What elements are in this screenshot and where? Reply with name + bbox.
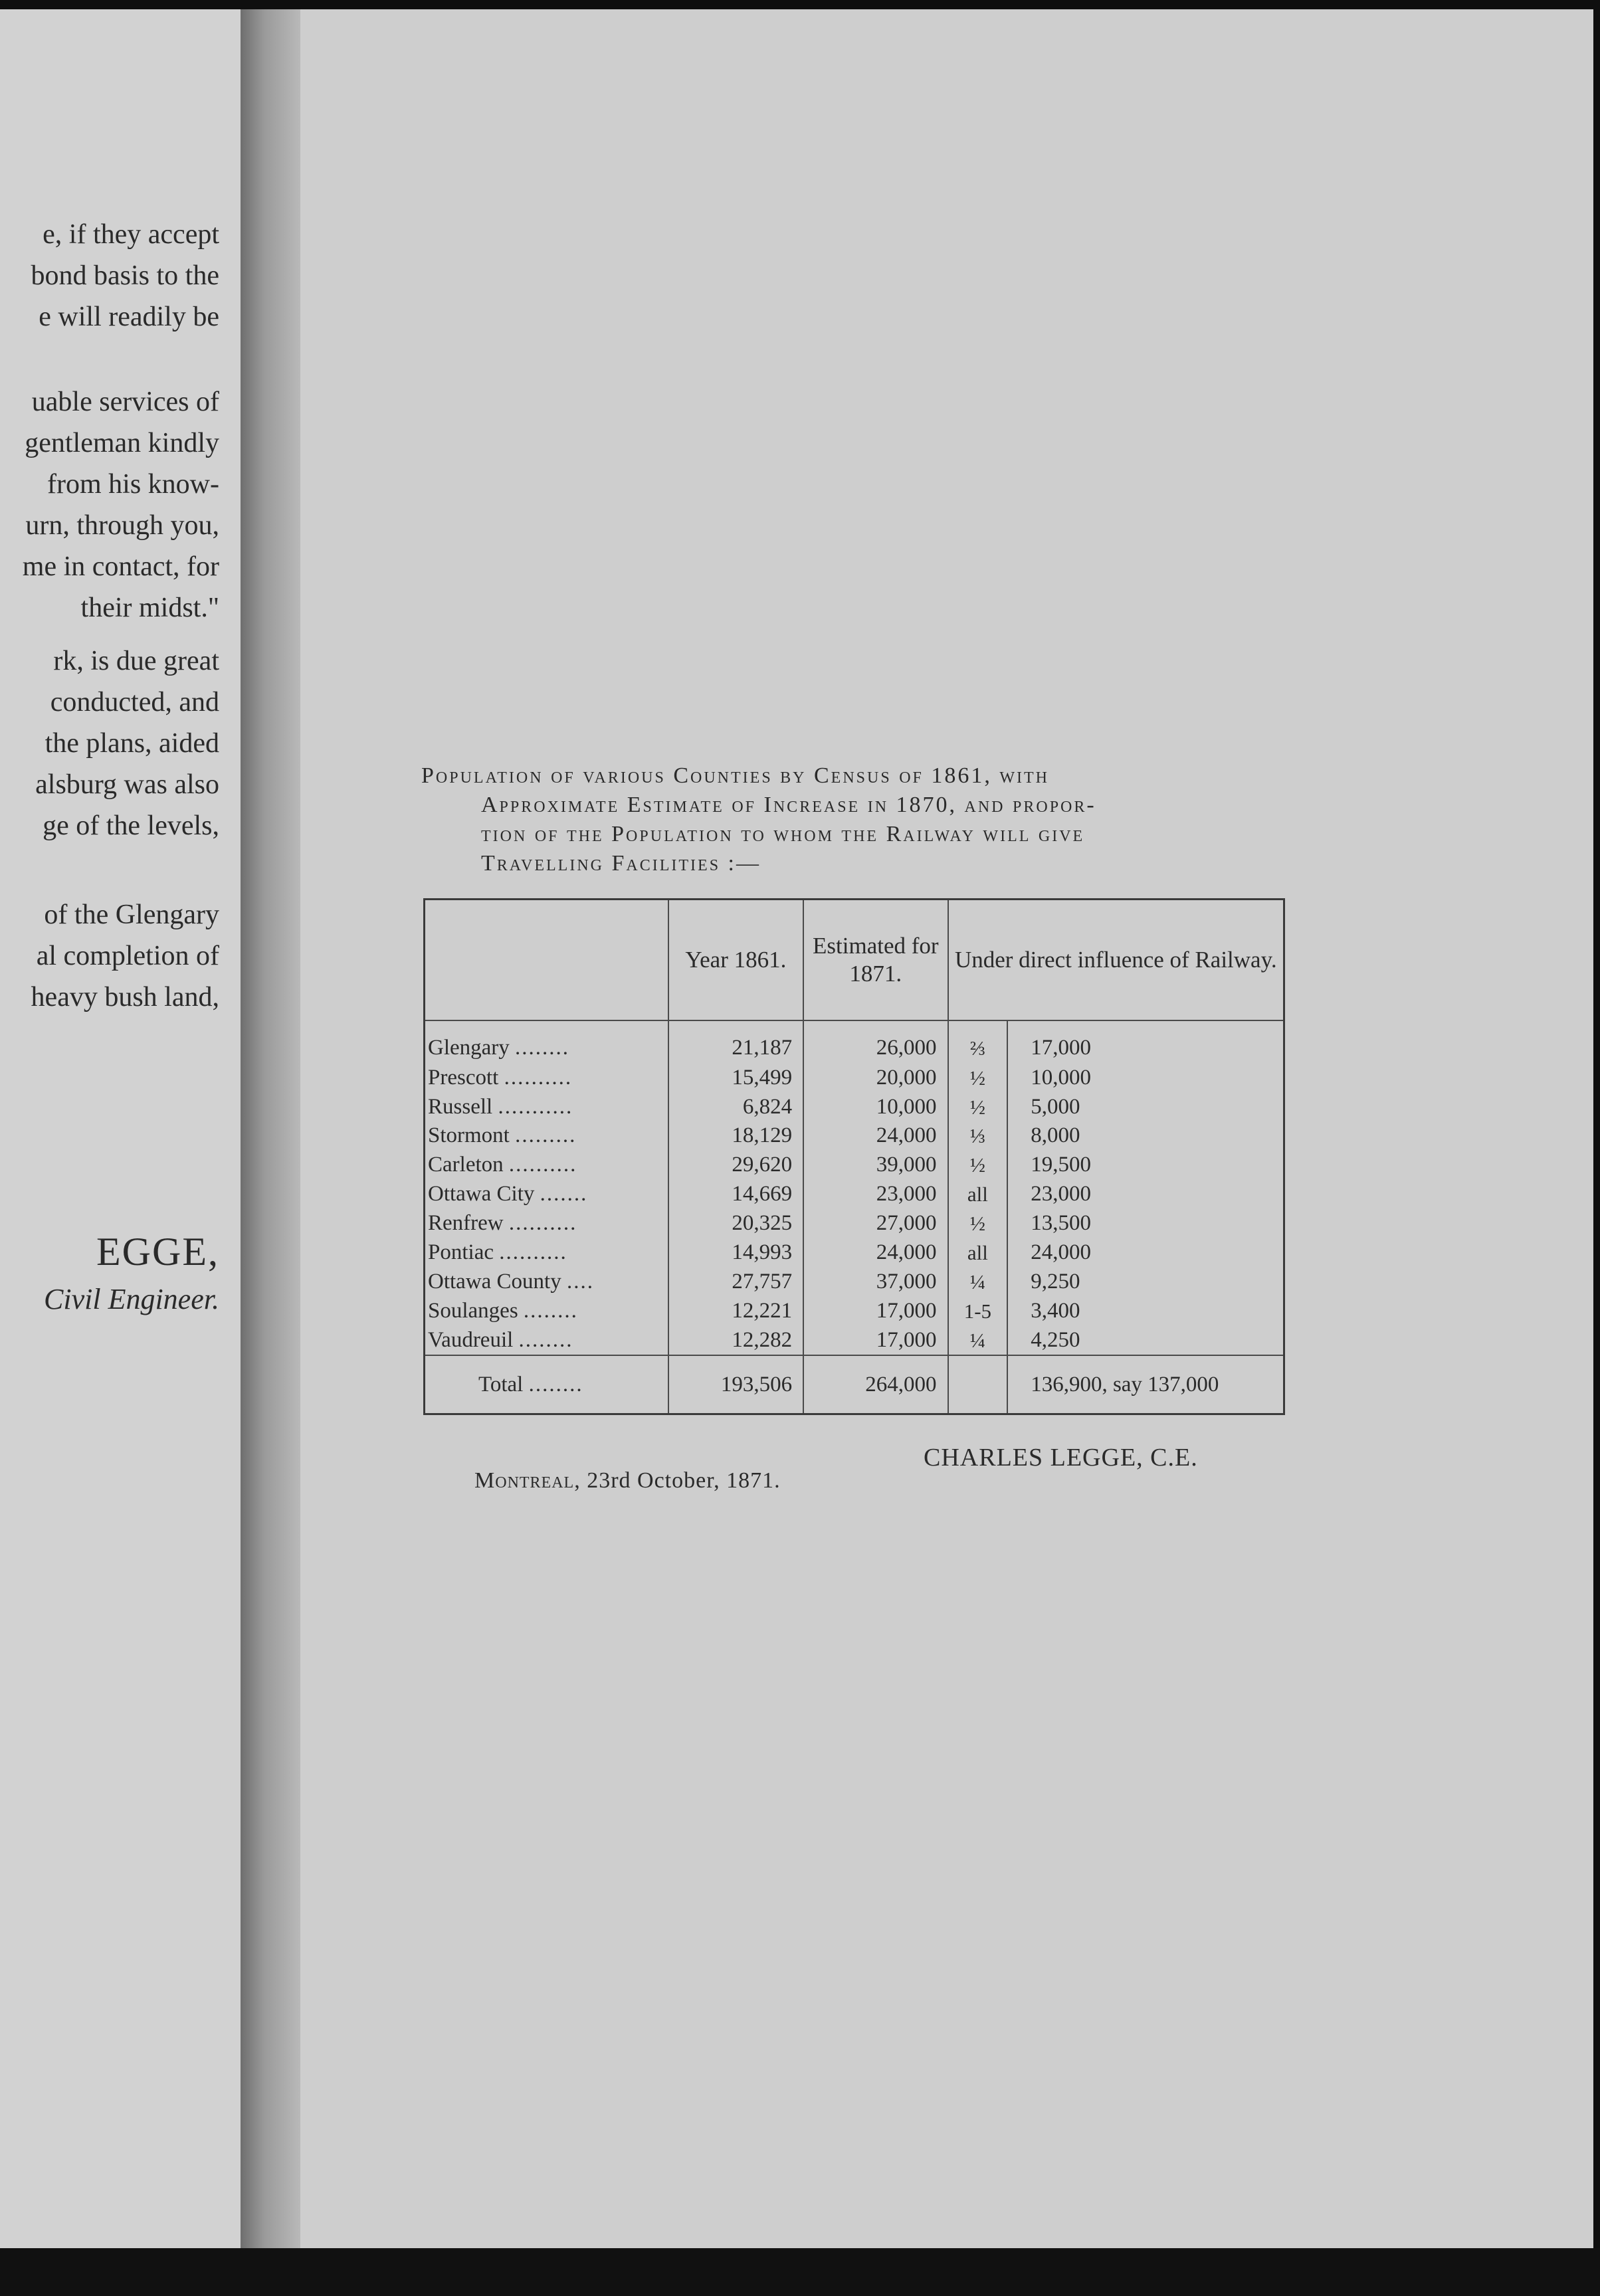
table-row [425, 1121, 1284, 1151]
county-cell [425, 1063, 668, 1092]
county-name: Prescott [428, 1065, 499, 1090]
total-row [425, 1355, 1284, 1414]
left-text-line: rk, is due great [53, 646, 219, 676]
table-row [425, 1180, 1284, 1209]
county-name: Russell [428, 1094, 493, 1119]
railway-influence-column-header: Under direct influence of Railway. [948, 900, 1284, 1021]
leader-dots: .... [566, 1269, 594, 1293]
total-influence-cell: 136,900, say 137,000 [1007, 1355, 1284, 1414]
county-cell [425, 1151, 668, 1180]
book-gutter [241, 9, 300, 2248]
year-1861-cell: 18,129 [668, 1121, 803, 1151]
county-cell [425, 1325, 668, 1355]
table-heading [421, 761, 1285, 878]
left-text-line: me in contact, for [22, 551, 219, 582]
estimate-1871-cell: 17,000 [803, 1325, 948, 1355]
year-1861-cell: 6,824 [668, 1092, 803, 1121]
county-name: Soulanges [428, 1298, 518, 1323]
influence-cell: 17,000 [1007, 1020, 1284, 1063]
left-page-edge [0, 9, 241, 2248]
estimate-1871-cell: 20,000 [803, 1063, 948, 1092]
scan-bottom-edge [0, 2248, 1600, 2296]
fraction-cell: 1-5 [948, 1296, 1008, 1325]
influence-cell: 13,500 [1007, 1209, 1284, 1238]
leader-dots: .......... [508, 1153, 577, 1177]
heading-line: tion of the Population to whom the Railway will give [481, 822, 1085, 846]
fraction-cell: ½ [948, 1151, 1008, 1180]
total-label-cell [425, 1355, 668, 1414]
dateline-city: Montreal, [474, 1468, 581, 1493]
county-name: Vaudreuil [428, 1327, 514, 1352]
total-label: Total [478, 1372, 524, 1396]
estimate-1871-cell: 10,000 [803, 1092, 948, 1121]
population-table [423, 898, 1285, 1415]
year-1861-cell: 29,620 [668, 1151, 803, 1180]
county-name: Glengary [428, 1036, 510, 1060]
signature: CHARLES LEGGE, C.E. [924, 1444, 1198, 1472]
table-row [425, 1020, 1284, 1063]
fraction-cell: ⅓ [948, 1121, 1008, 1151]
left-text-line: e, if they accept [43, 219, 219, 250]
left-signature-name: EGGE, [96, 1230, 219, 1274]
left-text-line: al completion of [36, 941, 219, 971]
influence-cell: 8,000 [1007, 1121, 1284, 1151]
influence-cell: 10,000 [1007, 1063, 1284, 1092]
estimate-1871-cell: 24,000 [803, 1121, 948, 1151]
year-1861-cell: 12,221 [668, 1296, 803, 1325]
estimate-1871-cell: 24,000 [803, 1238, 948, 1267]
table-row [425, 1092, 1284, 1121]
left-text-line: their midst." [80, 593, 219, 623]
total-fraction-cell [948, 1355, 1008, 1414]
county-name: Pontiac [428, 1240, 494, 1264]
table-row [425, 1063, 1284, 1092]
influence-cell: 4,250 [1007, 1325, 1284, 1355]
table-row [425, 1296, 1284, 1325]
table-row [425, 1325, 1284, 1355]
year-1861-cell: 15,499 [668, 1063, 803, 1092]
county-cell [425, 1296, 668, 1325]
total-1871-cell: 264,000 [803, 1355, 948, 1414]
influence-cell: 3,400 [1007, 1296, 1284, 1325]
left-text-line: bond basis to the [31, 260, 219, 291]
estimate-1871-cell: 26,000 [803, 1020, 948, 1063]
year-1861-cell: 20,325 [668, 1209, 803, 1238]
leader-dots: .......... [499, 1240, 567, 1264]
fraction-cell: ⅔ [948, 1020, 1008, 1063]
leader-dots: ........ [515, 1036, 570, 1060]
county-cell [425, 1267, 668, 1296]
fraction-cell: ¼ [948, 1267, 1008, 1296]
fraction-cell: ½ [948, 1063, 1008, 1092]
county-name: Stormont [428, 1123, 510, 1148]
leader-dots: ........ [523, 1298, 578, 1323]
influence-cell: 24,000 [1007, 1238, 1284, 1267]
left-text-line: heavy bush land, [31, 982, 219, 1012]
left-text-line: alsburg was also [35, 769, 219, 800]
fraction-cell: ½ [948, 1092, 1008, 1121]
left-text-line: conducted, and [50, 687, 219, 718]
left-text-line: the plans, aided [45, 728, 219, 759]
left-text-line: of the Glengary [44, 900, 219, 930]
year-1861-cell: 27,757 [668, 1267, 803, 1296]
left-text-line: e will readily be [39, 302, 219, 332]
leader-dots: ........... [498, 1094, 573, 1119]
county-name: Renfrew [428, 1211, 504, 1236]
heading-line: Population of various Counties by Census of 1861, with [421, 763, 1050, 788]
table-row [425, 1209, 1284, 1238]
fraction-cell: ¼ [948, 1325, 1008, 1355]
total-1861-cell: 193,506 [668, 1355, 803, 1414]
county-cell [425, 1020, 668, 1063]
estimate-1871-cell: 23,000 [803, 1180, 948, 1209]
influence-cell: 9,250 [1007, 1267, 1284, 1296]
county-name: Carleton [428, 1153, 504, 1177]
table-row [425, 1238, 1284, 1267]
year-1861-cell: 21,187 [668, 1020, 803, 1063]
influence-cell: 19,500 [1007, 1151, 1284, 1180]
leader-dots: ......... [515, 1123, 577, 1148]
left-text-line: gentleman kindly [25, 428, 219, 458]
dateline-date: 23rd October, 1871. [587, 1468, 781, 1493]
fraction-cell: ½ [948, 1209, 1008, 1238]
fraction-cell: all [948, 1238, 1008, 1267]
table-row [425, 1267, 1284, 1296]
dateline [474, 1468, 781, 1493]
estimate-1871-cell: 17,000 [803, 1296, 948, 1325]
county-cell [425, 1180, 668, 1209]
estimate-1871-cell: 39,000 [803, 1151, 948, 1180]
left-text-line: uable services of [31, 387, 219, 417]
leader-dots: ........ [528, 1372, 583, 1396]
county-cell [425, 1238, 668, 1267]
influence-cell: 5,000 [1007, 1092, 1284, 1121]
left-text-line: urn, through you, [25, 510, 219, 541]
table-header-row [425, 900, 1284, 1021]
county-cell [425, 1092, 668, 1121]
leader-dots: ........ [518, 1327, 573, 1352]
year-1861-column-header: Year 1861. [668, 900, 803, 1021]
fraction-cell: all [948, 1180, 1008, 1209]
leader-dots: ....... [540, 1182, 588, 1206]
county-cell [425, 1209, 668, 1238]
table-row [425, 1151, 1284, 1180]
left-signature-title: Civil Engineer. [44, 1283, 219, 1315]
estimate-1871-cell: 27,000 [803, 1209, 948, 1238]
left-text-line: from his know- [47, 469, 219, 500]
county-name: Ottawa County [428, 1269, 561, 1293]
county-column-header [425, 900, 668, 1021]
year-1861-cell: 12,282 [668, 1325, 803, 1355]
influence-cell: 23,000 [1007, 1180, 1284, 1209]
year-1861-cell: 14,993 [668, 1238, 803, 1267]
left-text-line: ge of the levels, [43, 811, 219, 841]
county-cell [425, 1121, 668, 1151]
leader-dots: .......... [508, 1211, 577, 1236]
leader-dots: .......... [504, 1065, 573, 1090]
county-name: Ottawa City [428, 1182, 535, 1206]
year-1861-cell: 14,669 [668, 1180, 803, 1209]
heading-line: Approximate Estimate of Increase in 1870, and propor- [481, 793, 1096, 817]
heading-line: Travelling Facilities :— [481, 851, 761, 876]
estimate-1871-column-header: Estimated for 1871. [803, 900, 948, 1021]
estimate-1871-cell: 37,000 [803, 1267, 948, 1296]
